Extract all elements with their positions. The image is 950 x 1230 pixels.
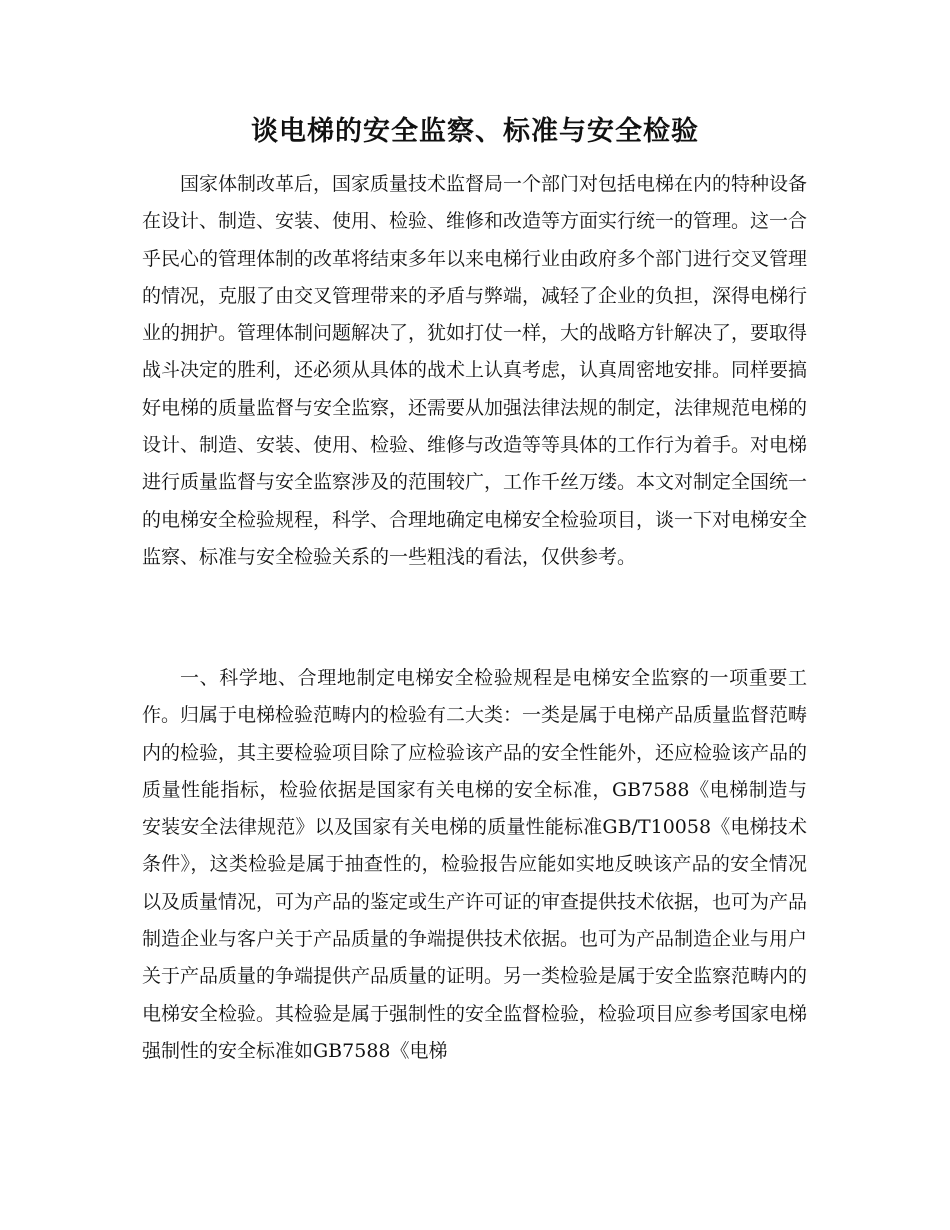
paragraph-section-one: 一、科学地、合理地制定电梯安全检验规程是电梯安全监察的一项重要工作。归属于电梯检验范畴内的检验有二大类：一类是属于电梯产品质量监督范畴内的检验，其主要检验项目除了应检验该产品的安全性能外，还应检验该产品的质量性能指标，检验依据是国家有关电梯的安全标准，GB7588《电梯制造与安装安全法律规范》以及国家有关电梯的质量性能标准GB/T10058《电梯技术条件》，这类检验是属于抽查性的，检验报告应能如实地反映该产品的安全情况以及质量情况，可为产品的鉴定或生产许可证的审查提供技术依据，也可为产品制造企业与客户关于产品质量的争端提供技术依据。也可为产品制造企业与用户关于产品质量的争端提供产品质量的证明。另一类检验是属于安全监察范畴内的电梯安全检验。其检验是属于强制性的安全监督检验，检验项目应参考国家电梯强制性的安全标准如GB7588《电梯 [142,667,808,1062]
document-title: 谈电梯的安全监察、标准与安全检验 [251,116,699,147]
paragraph-introduction: 国家体制改革后，国家质量技术监督局一个部门对包括电梯在内的特种设备在设计、制造、安装、使用、检验、维修和改造等方面实行统一的管理。这一合乎民心的管理体制的改革将结束多年以来电梯行业由政府多个部门进行交叉管理的情况，克服了由交叉管理带来的矛盾与弊端，减轻了企业的负担，深得电梯行业的拥护。管理体制问题解决了，犹如打仗一样，大的战略方针解决了，要取得战斗决定的胜利，还必须从具体的战术上认真考虑，认真周密地安排。同样要搞好电梯的质量监督与安全监察，还需要从加强法律法规的制定，法律规范电梯的设计、制造、安装、使用、检验、维修与改造等等具体的工作行为着手。对电梯进行质量监督与安全监察涉及的范围较广，工作千丝万缕。本文对制定全国统一的电梯安全检验规程，科学、合理地确定电梯安全检验项目，谈一下对电梯安全监察、标准与安全检验关系的一些粗浅的看法，仅供参考。 [142,173,808,568]
